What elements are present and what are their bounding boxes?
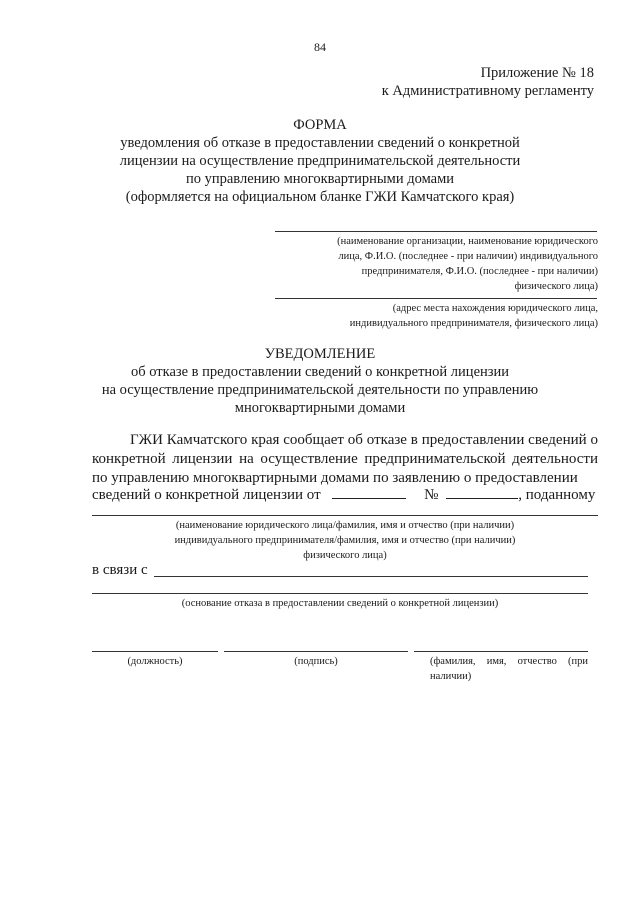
page-number: 84 xyxy=(314,40,326,54)
signature-caption: (подпись) xyxy=(294,656,338,667)
notice-line-1: об отказе в предоставлении сведений о конкретной лицензии xyxy=(130,364,510,380)
number-sign: № xyxy=(424,487,439,503)
address-caption-line-1: (адрес места нахождения юридического лица, xyxy=(392,303,598,314)
body-last-line-end: , поданному xyxy=(518,487,596,503)
recipient-caption-line-2: лица, Ф.И.О. (последнее - при наличии) индивидуального xyxy=(338,251,598,262)
body-last-line-start: сведений о конкретной лицензии от xyxy=(92,487,321,503)
recipient-name-caption xyxy=(278,234,598,294)
recipient-address-caption xyxy=(278,301,598,331)
reason-label: в связи с xyxy=(92,562,148,578)
date-blank[interactable] xyxy=(332,486,406,499)
annex-line-2: к Административному регламенту xyxy=(381,83,594,99)
annex-line-1: Приложение № 18 xyxy=(480,65,594,81)
reason-line-1 xyxy=(154,576,588,577)
applicant-caption xyxy=(92,518,598,563)
applicant-caption-line-1: (наименование юридического лица/фамилия, имя и отчество (при наличии) xyxy=(175,520,515,531)
recipient-name-line xyxy=(275,231,597,232)
position-caption: (должность) xyxy=(127,656,183,667)
reason-caption: (основание отказа в предоставлении сведений о конкретной лицензии) xyxy=(181,598,499,609)
form-title: ФОРМА xyxy=(293,117,347,133)
notice-line-3: многоквартирными домами xyxy=(234,400,406,416)
reason-line-2 xyxy=(92,593,588,594)
position-line xyxy=(92,651,218,652)
body-paragraph: ГЖИ Камчатского края сообщает об отказе в предоставлении сведений о конкретной лицензии на осуществление предпринимательской деятельности по управлению многоквартирными домами по заявлению о предоставлении xyxy=(92,432,598,486)
form-header-line-1: уведомления об отказе в предоставлении сведений о конкретной xyxy=(120,135,520,151)
full-name-caption-line-1: (фамилия, имя, отчество (при xyxy=(430,656,588,667)
notice-title: УВЕДОМЛЕНИЕ xyxy=(264,346,376,362)
applicant-line xyxy=(92,515,598,516)
applicant-caption-line-2: индивидуального предпринимателя/фамилия, имя и отчество (при наличии) xyxy=(174,535,516,546)
annex-reference xyxy=(382,64,594,100)
form-header-line-3: по управлению многоквартирными домами xyxy=(185,171,455,187)
form-header-line-2: лицензии на осуществление предпринимательской деятельности xyxy=(119,153,521,169)
notice-line-2: на осуществление предпринимательской деятельности по управлению xyxy=(101,382,539,398)
recipient-address-line xyxy=(275,298,597,299)
body-last-line xyxy=(92,486,598,505)
form-header-line-4: (оформляется на официальном бланке ГЖИ Камчатского края) xyxy=(125,189,515,205)
applicant-caption-line-3: физического лица) xyxy=(303,550,387,561)
recipient-caption-line-1: (наименование организации, наименование юридического xyxy=(337,236,598,247)
form-header xyxy=(60,116,580,206)
signature-line xyxy=(224,651,408,652)
full-name-caption-line-2: наличии) xyxy=(430,671,472,682)
notice-header xyxy=(60,345,580,417)
number-blank[interactable] xyxy=(446,486,518,499)
full-name-line xyxy=(414,651,588,652)
recipient-caption-line-4: физического лица) xyxy=(514,281,598,292)
recipient-caption-line-3: предпринимателя, Ф.И.О. (последнее - при наличии) xyxy=(361,266,598,277)
address-caption-line-2: индивидуального предпринимателя, физического лица) xyxy=(349,318,598,329)
